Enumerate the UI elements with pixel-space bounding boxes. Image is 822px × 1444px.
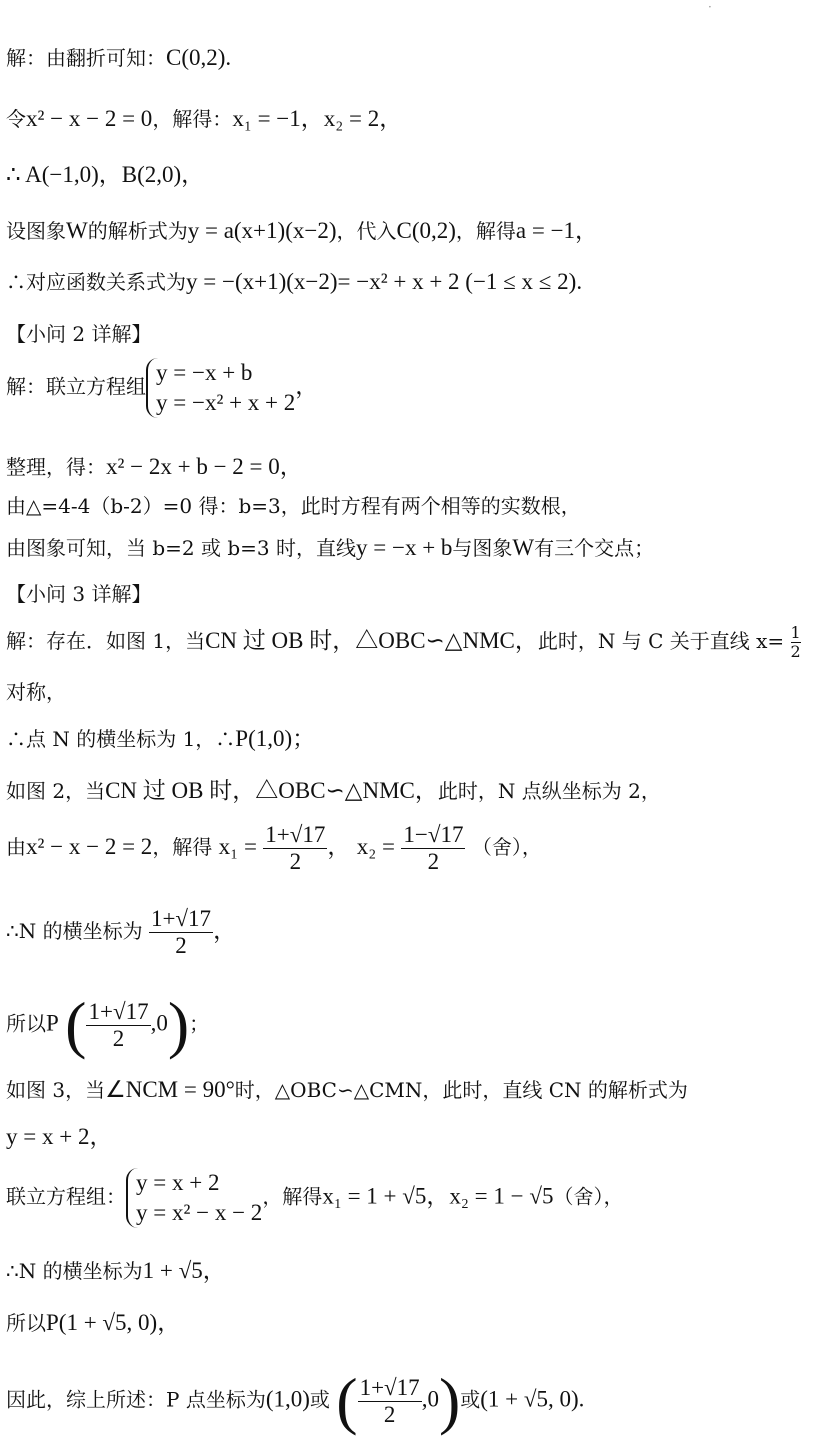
fraction-half bbox=[791, 624, 801, 661]
fraction bbox=[358, 1375, 422, 1428]
math: x₁ = −1，x₂ = 2， bbox=[232, 106, 403, 131]
text: ∴点 N 的横坐标为 1，∴ bbox=[6, 727, 236, 751]
text: 由 bbox=[6, 835, 26, 859]
text: ∴N 的横坐标为 bbox=[6, 919, 143, 943]
math: y = x + 2， bbox=[6, 1124, 113, 1149]
solution-line-13 bbox=[6, 772, 661, 805]
math: CN 过 OB 时，△OBC∽△NMC， bbox=[205, 628, 538, 653]
text: 有三个交点； bbox=[534, 536, 655, 560]
corner-dot: · bbox=[708, 0, 712, 14]
solution-line-12 bbox=[6, 720, 315, 753]
solution-line-5 bbox=[6, 266, 582, 295]
math: x² − x − 2 = 0 bbox=[26, 106, 153, 131]
solution-line-16 bbox=[6, 988, 209, 1062]
text: 的解析式为 bbox=[87, 219, 188, 243]
math: ,0 bbox=[150, 1010, 168, 1036]
left-paren: ( bbox=[65, 989, 87, 1060]
text: 解：由翻折可知： bbox=[6, 46, 166, 70]
text: 时，△OBC∽△CMN，此时，直线 CN 的解析式为 bbox=[234, 1078, 688, 1102]
solution-line-8 bbox=[6, 490, 581, 519]
left-paren: ( bbox=[336, 1365, 358, 1436]
text: 与图象 bbox=[452, 536, 513, 560]
math: W bbox=[512, 535, 535, 560]
solution-line-4 bbox=[6, 212, 598, 245]
text: 此时，N 与 C 关于直线 x= bbox=[537, 629, 785, 653]
equation: y = −x + b bbox=[156, 360, 253, 385]
text: 令 bbox=[6, 107, 26, 131]
text: 或 bbox=[309, 1387, 330, 1412]
denominator: 2 bbox=[112, 1025, 125, 1051]
text: 解：存在．如图 1，当 bbox=[6, 629, 206, 653]
math: x₁ = 1 + √5，x₂ = 1 − √5 bbox=[322, 1183, 554, 1209]
solution-line-9 bbox=[6, 532, 654, 561]
solution-line-1 bbox=[6, 42, 231, 71]
math: ,0 bbox=[421, 1386, 439, 1412]
math: (1 + √5, 0). bbox=[480, 1386, 585, 1412]
text: 所以 bbox=[6, 1011, 46, 1036]
text: 如图 2，当 bbox=[6, 779, 106, 803]
math: a = −1， bbox=[515, 218, 599, 243]
math: P(1 + √5, 0)， bbox=[46, 1310, 181, 1335]
text: 此时，N 点纵坐标为 2， bbox=[437, 779, 661, 803]
math: ∴ A(−1,0)，B(2,0)， bbox=[6, 162, 205, 187]
numerator: 1+√17 bbox=[88, 998, 149, 1024]
numerator: 1+√17 bbox=[359, 1374, 420, 1400]
solution-line-7 bbox=[6, 448, 303, 481]
math: ， bbox=[295, 373, 319, 399]
math: ， bbox=[327, 834, 351, 859]
solution-line-22 bbox=[6, 1364, 584, 1438]
math: x² − 2x + b − 2 = 0， bbox=[106, 454, 303, 479]
solution-line-18 bbox=[6, 1118, 112, 1151]
math: y = a(x+1)(x−2) bbox=[187, 218, 337, 243]
solution-line-19 bbox=[6, 1168, 623, 1228]
math: y = −(x+1)(x−2)= −x² + x + 2 (−1 ≤ x ≤ 2). bbox=[186, 269, 583, 294]
text: 解：联立方程组 bbox=[6, 374, 146, 399]
math: CN 过 OB 时，△OBC∽△NMC， bbox=[105, 778, 438, 803]
math: 1 + √5， bbox=[142, 1258, 226, 1283]
text: 因此，综上所述：P 点坐标为 bbox=[6, 1387, 266, 1412]
equation-system bbox=[126, 1168, 262, 1228]
numerator: 1+√17 bbox=[150, 906, 212, 931]
section-heading-3 bbox=[6, 578, 151, 607]
right-paren: ) bbox=[167, 989, 190, 1060]
solution-line-17 bbox=[6, 1074, 688, 1103]
solution-line-3 bbox=[6, 156, 204, 189]
denominator: 2 bbox=[427, 849, 440, 874]
fraction bbox=[149, 906, 213, 959]
denominator: 2 bbox=[175, 933, 187, 958]
numerator: 1−√17 bbox=[403, 822, 464, 847]
text: 联立方程组： bbox=[6, 1184, 126, 1209]
solution-line-14 bbox=[6, 822, 542, 875]
math: x² − x − 2 = 2 bbox=[26, 834, 153, 859]
fraction bbox=[401, 822, 465, 875]
heading: 【小问 3 详解】 bbox=[6, 582, 152, 606]
math: P(1,0)； bbox=[235, 726, 316, 751]
equation: y = x + 2 bbox=[136, 1170, 220, 1195]
text: 由△=4-4（b-2）=0 得：b=3，此时方程有两个相等的实数根， bbox=[6, 494, 581, 518]
solution-line-6 bbox=[6, 358, 318, 418]
numerator: 1 bbox=[790, 623, 801, 642]
denominator: 2 bbox=[289, 849, 302, 874]
math: y = −x + b bbox=[356, 535, 453, 560]
text: ∴N 的横坐标为 bbox=[6, 1259, 143, 1283]
right-paren: ) bbox=[438, 1365, 461, 1436]
text: ，解得 bbox=[262, 1184, 323, 1209]
solution-line-21 bbox=[6, 1304, 180, 1337]
text: ，解得 bbox=[152, 835, 213, 859]
math: x₂ = bbox=[356, 834, 395, 859]
section-heading-2 bbox=[6, 318, 151, 347]
text: （舍）， bbox=[471, 835, 542, 859]
math: x₁ = bbox=[218, 834, 257, 859]
math: W bbox=[66, 218, 88, 243]
text: 所以 bbox=[6, 1311, 46, 1335]
solution-line-15 bbox=[6, 906, 236, 959]
text: 如图 3，当 bbox=[6, 1078, 106, 1102]
heading: 【小问 2 详解】 bbox=[6, 322, 152, 346]
text: ； bbox=[189, 1011, 210, 1036]
math: C(0,2) bbox=[396, 218, 456, 243]
text: 整理，得： bbox=[6, 455, 106, 479]
text: 对称， bbox=[6, 680, 66, 704]
math: ∠NCM = 90° bbox=[105, 1077, 235, 1102]
text: ∴对应函数关系式为 bbox=[6, 270, 186, 294]
math: (1,0) bbox=[265, 1386, 310, 1412]
equation: y = −x² + x + 2 bbox=[156, 390, 296, 415]
denominator: 2 bbox=[383, 1401, 396, 1427]
text: 设图象 bbox=[6, 219, 66, 243]
solution-line-20 bbox=[6, 1252, 226, 1285]
fraction bbox=[86, 999, 150, 1052]
solution-line-2 bbox=[6, 100, 402, 133]
text: ，代入 bbox=[336, 219, 397, 243]
text: （舍）， bbox=[553, 1184, 624, 1209]
text: ，解得： bbox=[152, 107, 233, 131]
math: ， bbox=[213, 918, 237, 943]
text: 由图象可知，当 b=2 或 b=3 时，直线 bbox=[6, 536, 356, 560]
math: P bbox=[46, 1010, 59, 1036]
fraction bbox=[263, 822, 327, 875]
equation-system bbox=[146, 358, 295, 418]
solution-line-11 bbox=[6, 676, 66, 705]
numerator: 1+√17 bbox=[265, 822, 326, 847]
solution-line-10 bbox=[6, 622, 801, 661]
text: ，解得 bbox=[455, 219, 516, 243]
math: C(0,2). bbox=[166, 45, 232, 70]
denominator: 2 bbox=[790, 642, 801, 661]
equation: y = x² − x − 2 bbox=[136, 1200, 263, 1225]
text: 或 bbox=[460, 1387, 481, 1412]
